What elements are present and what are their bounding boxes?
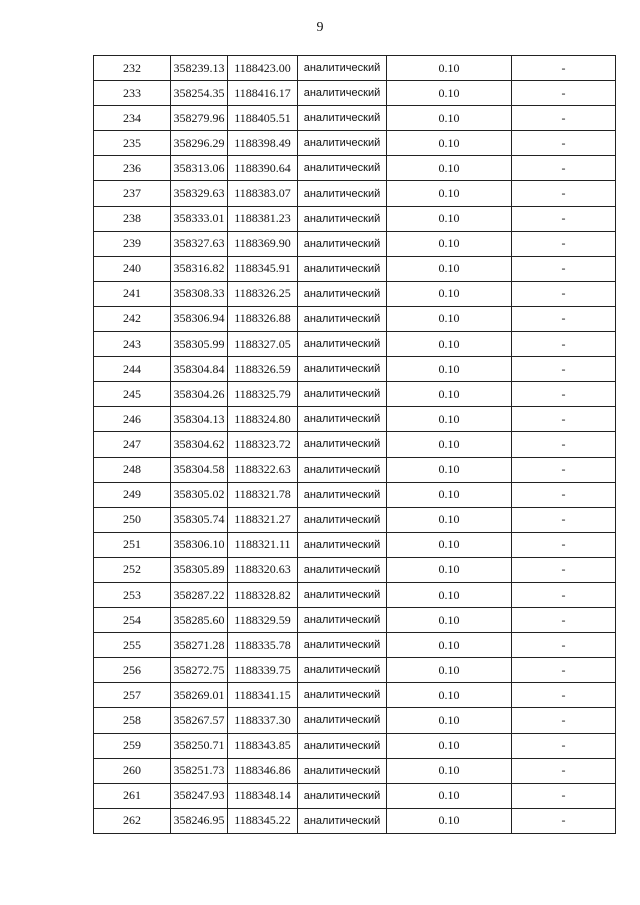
x-coordinate-cell: 358304.13 (171, 407, 228, 432)
accuracy-cell: 0.10 (387, 633, 512, 658)
accuracy-cell: 0.10 (387, 131, 512, 156)
x-coordinate-cell: 358247.93 (171, 783, 228, 808)
table-row (94, 206, 616, 231)
point-number-cell: 250 (94, 507, 171, 532)
point-number-cell: 255 (94, 633, 171, 658)
accuracy-cell: 0.10 (387, 482, 512, 507)
point-number-cell: 252 (94, 557, 171, 582)
point-number-cell: 245 (94, 382, 171, 407)
table-row (94, 532, 616, 557)
accuracy-cell: 0.10 (387, 507, 512, 532)
table-row (94, 106, 616, 131)
x-coordinate-cell: 358269.01 (171, 683, 228, 708)
description-cell: - (512, 457, 616, 482)
accuracy-cell: 0.10 (387, 382, 512, 407)
table-row (94, 507, 616, 532)
table-row (94, 608, 616, 633)
point-number-cell: 254 (94, 608, 171, 633)
accuracy-cell: 0.10 (387, 306, 512, 331)
x-coordinate-cell: 358239.13 (171, 56, 228, 81)
accuracy-cell: 0.10 (387, 281, 512, 306)
y-coordinate-cell: 1188326.88 (228, 306, 298, 331)
accuracy-cell: 0.10 (387, 683, 512, 708)
method-cell: аналитический (298, 582, 387, 607)
y-coordinate-cell: 1188325.79 (228, 382, 298, 407)
y-coordinate-cell: 1188423.00 (228, 56, 298, 81)
table-row (94, 708, 616, 733)
description-cell: - (512, 733, 616, 758)
coordinates-table (93, 55, 616, 834)
method-cell: аналитический (298, 708, 387, 733)
y-coordinate-cell: 1188369.90 (228, 231, 298, 256)
table-body (94, 56, 616, 834)
x-coordinate-cell: 358305.89 (171, 557, 228, 582)
y-coordinate-cell: 1188326.59 (228, 357, 298, 382)
y-coordinate-cell: 1188321.27 (228, 507, 298, 532)
x-coordinate-cell: 358306.10 (171, 532, 228, 557)
point-number-cell: 235 (94, 131, 171, 156)
y-coordinate-cell: 1188416.17 (228, 81, 298, 106)
method-cell: аналитический (298, 808, 387, 833)
description-cell: - (512, 357, 616, 382)
method-cell: аналитический (298, 56, 387, 81)
table-row (94, 633, 616, 658)
x-coordinate-cell: 358267.57 (171, 708, 228, 733)
x-coordinate-cell: 358305.74 (171, 507, 228, 532)
method-cell: аналитический (298, 106, 387, 131)
description-cell: - (512, 56, 616, 81)
table-row (94, 808, 616, 833)
description-cell: - (512, 81, 616, 106)
method-cell: аналитический (298, 683, 387, 708)
point-number-cell: 259 (94, 733, 171, 758)
accuracy-cell: 0.10 (387, 332, 512, 357)
table-row (94, 783, 616, 808)
y-coordinate-cell: 1188328.82 (228, 582, 298, 607)
description-cell: - (512, 507, 616, 532)
x-coordinate-cell: 358272.75 (171, 658, 228, 683)
x-coordinate-cell: 358304.26 (171, 382, 228, 407)
accuracy-cell: 0.10 (387, 81, 512, 106)
table-row (94, 56, 616, 81)
y-coordinate-cell: 1188327.05 (228, 332, 298, 357)
point-number-cell: 236 (94, 156, 171, 181)
x-coordinate-cell: 358308.33 (171, 281, 228, 306)
method-cell: аналитический (298, 482, 387, 507)
y-coordinate-cell: 1188322.63 (228, 457, 298, 482)
y-coordinate-cell: 1188405.51 (228, 106, 298, 131)
x-coordinate-cell: 358306.94 (171, 306, 228, 331)
method-cell: аналитический (298, 206, 387, 231)
point-number-cell: 248 (94, 457, 171, 482)
method-cell: аналитический (298, 608, 387, 633)
accuracy-cell: 0.10 (387, 783, 512, 808)
method-cell: аналитический (298, 783, 387, 808)
x-coordinate-cell: 358250.71 (171, 733, 228, 758)
table-row (94, 357, 616, 382)
method-cell: аналитический (298, 281, 387, 306)
description-cell: - (512, 708, 616, 733)
table-row (94, 683, 616, 708)
y-coordinate-cell: 1188398.49 (228, 131, 298, 156)
description-cell: - (512, 131, 616, 156)
method-cell: аналитический (298, 733, 387, 758)
x-coordinate-cell: 358251.73 (171, 758, 228, 783)
accuracy-cell: 0.10 (387, 231, 512, 256)
x-coordinate-cell: 358304.84 (171, 357, 228, 382)
description-cell: - (512, 532, 616, 557)
x-coordinate-cell: 358287.22 (171, 582, 228, 607)
point-number-cell: 257 (94, 683, 171, 708)
y-coordinate-cell: 1188321.78 (228, 482, 298, 507)
x-coordinate-cell: 358329.63 (171, 181, 228, 206)
description-cell: - (512, 683, 616, 708)
description-cell: - (512, 482, 616, 507)
y-coordinate-cell: 1188335.78 (228, 633, 298, 658)
y-coordinate-cell: 1188345.22 (228, 808, 298, 833)
y-coordinate-cell: 1188381.23 (228, 206, 298, 231)
description-cell: - (512, 382, 616, 407)
accuracy-cell: 0.10 (387, 582, 512, 607)
table-row (94, 658, 616, 683)
point-number-cell: 253 (94, 582, 171, 607)
table-row (94, 332, 616, 357)
y-coordinate-cell: 1188321.11 (228, 532, 298, 557)
description-cell: - (512, 808, 616, 833)
method-cell: аналитический (298, 81, 387, 106)
method-cell: аналитический (298, 181, 387, 206)
accuracy-cell: 0.10 (387, 407, 512, 432)
description-cell: - (512, 582, 616, 607)
y-coordinate-cell: 1188326.25 (228, 281, 298, 306)
point-number-cell: 237 (94, 181, 171, 206)
point-number-cell: 244 (94, 357, 171, 382)
point-number-cell: 262 (94, 808, 171, 833)
table-row (94, 231, 616, 256)
accuracy-cell: 0.10 (387, 658, 512, 683)
x-coordinate-cell: 358305.99 (171, 332, 228, 357)
method-cell: аналитический (298, 658, 387, 683)
description-cell: - (512, 658, 616, 683)
table-row (94, 81, 616, 106)
description-cell: - (512, 106, 616, 131)
table-row (94, 281, 616, 306)
accuracy-cell: 0.10 (387, 457, 512, 482)
x-coordinate-cell: 358333.01 (171, 206, 228, 231)
method-cell: аналитический (298, 382, 387, 407)
method-cell: аналитический (298, 306, 387, 331)
x-coordinate-cell: 358279.96 (171, 106, 228, 131)
x-coordinate-cell: 358316.82 (171, 256, 228, 281)
table-row (94, 457, 616, 482)
point-number-cell: 246 (94, 407, 171, 432)
table-row (94, 432, 616, 457)
method-cell: аналитический (298, 532, 387, 557)
description-cell: - (512, 256, 616, 281)
description-cell: - (512, 231, 616, 256)
point-number-cell: 249 (94, 482, 171, 507)
accuracy-cell: 0.10 (387, 56, 512, 81)
table-row (94, 582, 616, 607)
accuracy-cell: 0.10 (387, 432, 512, 457)
table-row (94, 181, 616, 206)
point-number-cell: 256 (94, 658, 171, 683)
method-cell: аналитический (298, 407, 387, 432)
x-coordinate-cell: 358271.28 (171, 633, 228, 658)
y-coordinate-cell: 1188329.59 (228, 608, 298, 633)
accuracy-cell: 0.10 (387, 708, 512, 733)
accuracy-cell: 0.10 (387, 532, 512, 557)
point-number-cell: 233 (94, 81, 171, 106)
y-coordinate-cell: 1188320.63 (228, 557, 298, 582)
description-cell: - (512, 633, 616, 658)
y-coordinate-cell: 1188323.72 (228, 432, 298, 457)
description-cell: - (512, 281, 616, 306)
point-number-cell: 247 (94, 432, 171, 457)
x-coordinate-cell: 358327.63 (171, 231, 228, 256)
y-coordinate-cell: 1188337.30 (228, 708, 298, 733)
description-cell: - (512, 407, 616, 432)
table-row (94, 557, 616, 582)
accuracy-cell: 0.10 (387, 608, 512, 633)
method-cell: аналитический (298, 457, 387, 482)
point-number-cell: 242 (94, 306, 171, 331)
point-number-cell: 234 (94, 106, 171, 131)
description-cell: - (512, 557, 616, 582)
description-cell: - (512, 306, 616, 331)
method-cell: аналитический (298, 432, 387, 457)
accuracy-cell: 0.10 (387, 106, 512, 131)
method-cell: аналитический (298, 758, 387, 783)
accuracy-cell: 0.10 (387, 557, 512, 582)
method-cell: аналитический (298, 131, 387, 156)
point-number-cell: 258 (94, 708, 171, 733)
x-coordinate-cell: 358304.62 (171, 432, 228, 457)
accuracy-cell: 0.10 (387, 156, 512, 181)
method-cell: аналитический (298, 633, 387, 658)
accuracy-cell: 0.10 (387, 206, 512, 231)
table-row (94, 131, 616, 156)
page-number: 9 (316, 20, 324, 35)
x-coordinate-cell: 358246.95 (171, 808, 228, 833)
y-coordinate-cell: 1188348.14 (228, 783, 298, 808)
x-coordinate-cell: 358296.29 (171, 131, 228, 156)
y-coordinate-cell: 1188341.15 (228, 683, 298, 708)
y-coordinate-cell: 1188383.07 (228, 181, 298, 206)
description-cell: - (512, 181, 616, 206)
method-cell: аналитический (298, 156, 387, 181)
method-cell: аналитический (298, 557, 387, 582)
description-cell: - (512, 783, 616, 808)
accuracy-cell: 0.10 (387, 256, 512, 281)
description-cell: - (512, 332, 616, 357)
point-number-cell: 261 (94, 783, 171, 808)
point-number-cell: 241 (94, 281, 171, 306)
method-cell: аналитический (298, 357, 387, 382)
point-number-cell: 251 (94, 532, 171, 557)
method-cell: аналитический (298, 256, 387, 281)
table-row (94, 306, 616, 331)
table-row (94, 256, 616, 281)
x-coordinate-cell: 358254.35 (171, 81, 228, 106)
table-row (94, 382, 616, 407)
table-row (94, 482, 616, 507)
description-cell: - (512, 206, 616, 231)
table-row (94, 407, 616, 432)
point-number-cell: 239 (94, 231, 171, 256)
x-coordinate-cell: 358285.60 (171, 608, 228, 633)
y-coordinate-cell: 1188339.75 (228, 658, 298, 683)
x-coordinate-cell: 358313.06 (171, 156, 228, 181)
y-coordinate-cell: 1188390.64 (228, 156, 298, 181)
x-coordinate-cell: 358304.58 (171, 457, 228, 482)
description-cell: - (512, 156, 616, 181)
point-number-cell: 238 (94, 206, 171, 231)
point-number-cell: 260 (94, 758, 171, 783)
accuracy-cell: 0.10 (387, 733, 512, 758)
y-coordinate-cell: 1188343.85 (228, 733, 298, 758)
table-row (94, 156, 616, 181)
accuracy-cell: 0.10 (387, 808, 512, 833)
accuracy-cell: 0.10 (387, 181, 512, 206)
description-cell: - (512, 758, 616, 783)
y-coordinate-cell: 1188324.80 (228, 407, 298, 432)
x-coordinate-cell: 358305.02 (171, 482, 228, 507)
method-cell: аналитический (298, 332, 387, 357)
description-cell: - (512, 432, 616, 457)
point-number-cell: 243 (94, 332, 171, 357)
point-number-cell: 232 (94, 56, 171, 81)
method-cell: аналитический (298, 231, 387, 256)
accuracy-cell: 0.10 (387, 758, 512, 783)
y-coordinate-cell: 1188346.86 (228, 758, 298, 783)
table-row (94, 758, 616, 783)
table-row (94, 733, 616, 758)
method-cell: аналитический (298, 507, 387, 532)
point-number-cell: 240 (94, 256, 171, 281)
accuracy-cell: 0.10 (387, 357, 512, 382)
description-cell: - (512, 608, 616, 633)
y-coordinate-cell: 1188345.91 (228, 256, 298, 281)
